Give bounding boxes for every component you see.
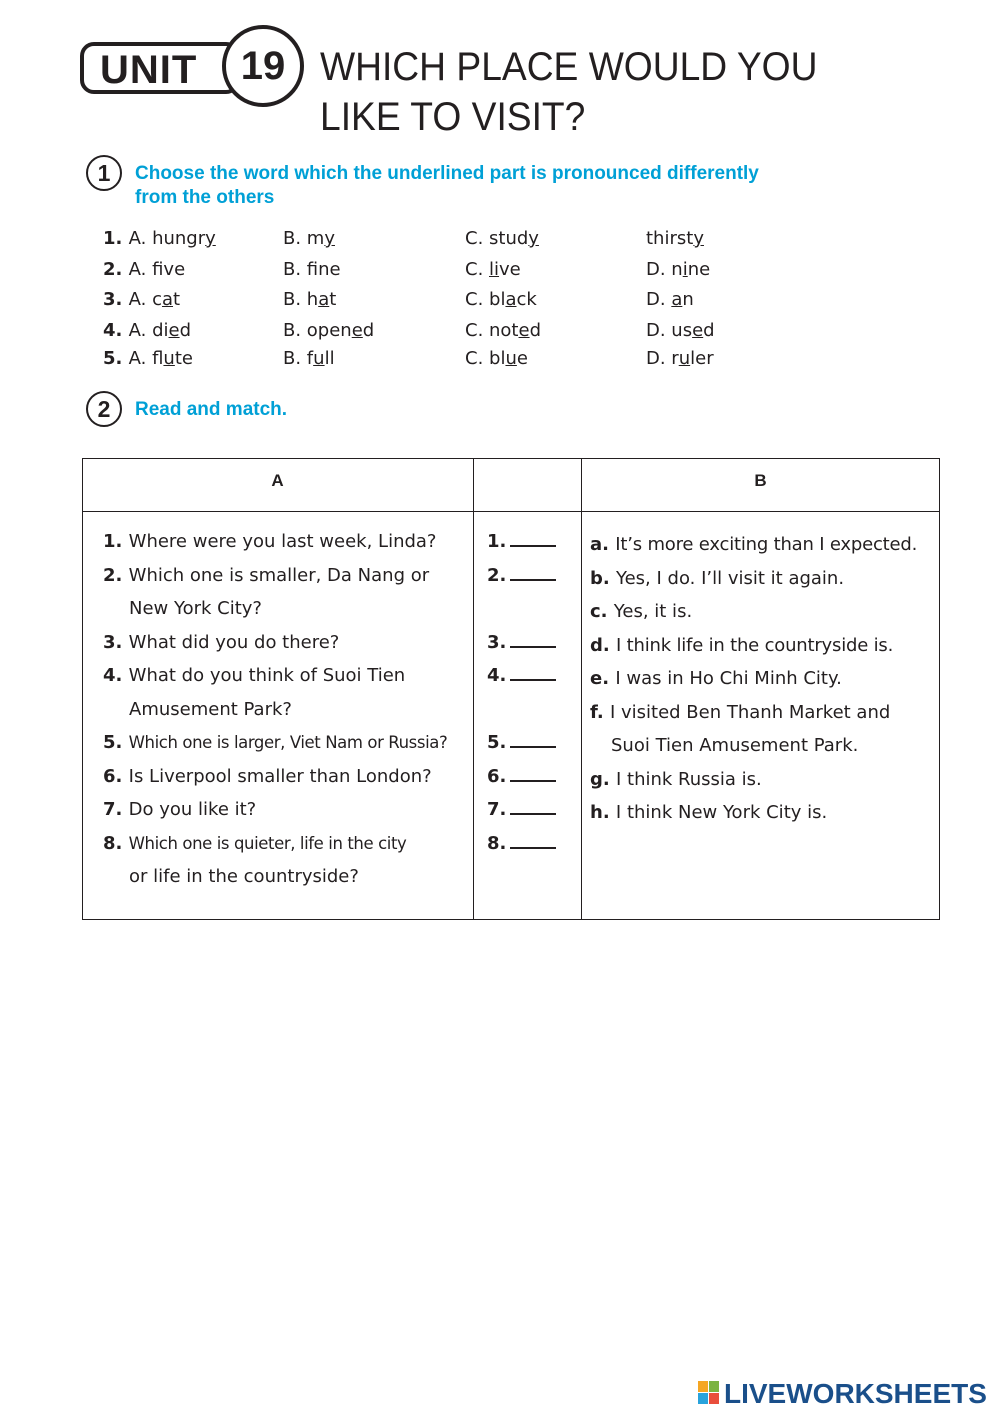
q2-option-1: 2. A. fve (103, 259, 186, 280)
column-b-line: c. Yes, it is. (590, 601, 693, 622)
question-number: 5. (103, 348, 129, 369)
underlined-part: u (313, 348, 325, 369)
section-1-instruction-line-1: Choose the word which the underlined part is pronounced differently (135, 163, 759, 184)
underlined-part: y (528, 228, 539, 249)
section-2-instruction: Read and match. (135, 399, 288, 420)
answer-line[interactable] (510, 632, 556, 648)
q5-option-3: C. blue (465, 348, 528, 369)
unit-number: 19 (222, 25, 304, 107)
answer-number: 8. (487, 832, 507, 854)
q4-option-4: D. used (646, 320, 715, 341)
q4-option-3: C. noted (465, 320, 542, 341)
column-b-header: B (754, 471, 767, 490)
underlined-part: y (205, 228, 216, 249)
question-number: 2. (103, 259, 129, 280)
column-a-line: 1. Where were you last week, Linda? (103, 531, 437, 552)
unit-label: UNIT (100, 48, 198, 92)
column-a-line: 8. Which one is quieter, life in the city (103, 832, 407, 854)
answer-blank-7[interactable] (487, 799, 556, 821)
item-number: 4. (103, 665, 129, 686)
column-b-line: e. I was in Ho Chi Minh City. (590, 668, 842, 689)
q3-option-1: 3. A. cat (103, 289, 181, 310)
item-letter: f. (590, 701, 610, 723)
column-a-line: 5. Which one is larger, Viet Nam or Russia? (103, 732, 448, 753)
q5-option-1: 5. A. flute (103, 348, 193, 369)
q4-option-1: 4. A. died (103, 320, 192, 341)
answer-blank-8[interactable] (487, 833, 556, 855)
answer-blank-6[interactable] (487, 766, 556, 788)
answer-blank-2[interactable] (487, 565, 556, 587)
underlined-part: y (324, 228, 335, 249)
item-letter: h. (590, 802, 616, 823)
answer-line[interactable] (510, 799, 556, 815)
column-a-line: 6. Is Liverpool smaller than London? (103, 765, 432, 787)
answer-line[interactable] (510, 665, 556, 681)
q1-option-2: B. my (283, 228, 335, 249)
q5-option-4: D. ruler (646, 348, 714, 369)
underlined-part: a (505, 289, 517, 310)
underlined-part: i (682, 259, 688, 280)
column-a-line: or life in the countryside? (129, 866, 359, 887)
table-divider-1 (473, 458, 474, 920)
underlined-part: u (163, 348, 175, 369)
underlined-part: u (505, 348, 517, 369)
column-a-line: Amusement Park? (129, 698, 292, 720)
item-number: 2. (103, 564, 129, 586)
answer-number: 6. (487, 765, 507, 787)
answer-number: 4. (487, 665, 507, 686)
section-1-instruction (135, 162, 759, 210)
section-2-number: 2 (86, 391, 122, 427)
column-a-line: 4. What do you think of Suoi Tien (103, 665, 406, 686)
answer-blank-3[interactable] (487, 632, 556, 654)
question-number: 4. (103, 320, 129, 341)
title-line-2: LIKE TO VISIT? (320, 95, 586, 139)
q2-option-4: D. nine (646, 259, 711, 280)
answer-line[interactable] (510, 732, 556, 748)
underlined-part: a (161, 289, 174, 310)
column-a-line: 2. Which one is smaller, Da Nang or (103, 564, 430, 586)
item-number: 3. (103, 631, 129, 653)
column-a-line: 7. Do you like it? (103, 799, 257, 820)
column-b-line: h. I think New York City is. (590, 802, 828, 823)
answer-line[interactable] (510, 766, 556, 782)
title-line-1: WHICH PLACE WOULD YOU (320, 45, 818, 89)
table-header-divider (82, 511, 940, 512)
underlined-part: a (318, 289, 330, 310)
item-number: 8. (103, 832, 129, 854)
section-1-instruction-line-2: from the others (135, 187, 275, 208)
column-b-line: a. It’s more exciting than I expected. (590, 534, 918, 555)
q5-option-2: B. full (283, 348, 335, 369)
item-number: 6. (103, 765, 129, 787)
q1-option-4: thirsty (646, 228, 704, 249)
answer-blank-4[interactable] (487, 665, 556, 687)
table-divider-2 (581, 458, 582, 920)
underlined-part: e (168, 320, 180, 341)
answer-blank-5[interactable] (487, 732, 556, 754)
column-a-line: 3. What did you do there? (103, 631, 340, 653)
item-letter: c. (590, 601, 614, 622)
column-b-line: d. I think life in the countryside is. (590, 634, 894, 656)
q1-option-3: C. study (465, 228, 539, 249)
answer-number: 2. (487, 564, 507, 586)
q3-option-3: C. black (465, 289, 537, 310)
liveworksheets-logo-text: LIVEWORKSHEETS (724, 1378, 987, 1409)
column-b-line: f. I visited Ben Thanh Market and (590, 701, 891, 723)
answer-blank-1[interactable] (487, 531, 556, 553)
q3-option-4: D. an (646, 289, 694, 310)
answer-number: 7. (487, 799, 507, 820)
item-number: 7. (103, 799, 129, 820)
answer-line[interactable] (510, 833, 556, 849)
underlined-part: e (692, 320, 704, 341)
item-letter: a. (590, 534, 616, 555)
answer-line[interactable] (510, 531, 556, 547)
item-letter: b. (590, 567, 616, 589)
column-b-line: b. Yes, I do. I’ll visit it again. (590, 567, 845, 589)
item-letter: d. (590, 634, 616, 656)
column-a-header: A (271, 471, 284, 490)
answer-number: 3. (487, 632, 507, 653)
question-number: 1. (103, 228, 129, 249)
question-number: 3. (103, 289, 129, 310)
answer-number: 1. (487, 531, 507, 552)
liveworksheets-logo-icon (698, 1381, 720, 1405)
column-b-line: g. I think Russia is. (590, 768, 762, 790)
underlined-part: a (671, 289, 683, 310)
q1-option-1: 1. A. hungry (103, 228, 216, 249)
item-letter: g. (590, 768, 616, 790)
q3-option-2: B. hat (283, 289, 337, 310)
column-a-line: New York City? (129, 598, 262, 619)
item-letter: e. (590, 668, 616, 689)
q2-option-3: C. live (465, 259, 521, 280)
page-title (320, 42, 915, 142)
underlined-part: u (678, 348, 691, 369)
answer-number: 5. (487, 732, 507, 753)
underlined-part: li (489, 259, 500, 280)
underlined-part: e (351, 320, 363, 341)
item-number: 1. (103, 531, 129, 552)
q2-option-2: B. fne (283, 259, 341, 280)
item-number: 5. (103, 732, 129, 753)
answer-line[interactable] (510, 565, 556, 581)
underlined-part: y (693, 228, 704, 249)
q4-option-2: B. opened (283, 320, 375, 341)
underlined-part: e (518, 320, 530, 341)
column-b-line: Suoi Tien Amusement Park. (611, 735, 859, 756)
section-1-number: 1 (86, 155, 122, 191)
